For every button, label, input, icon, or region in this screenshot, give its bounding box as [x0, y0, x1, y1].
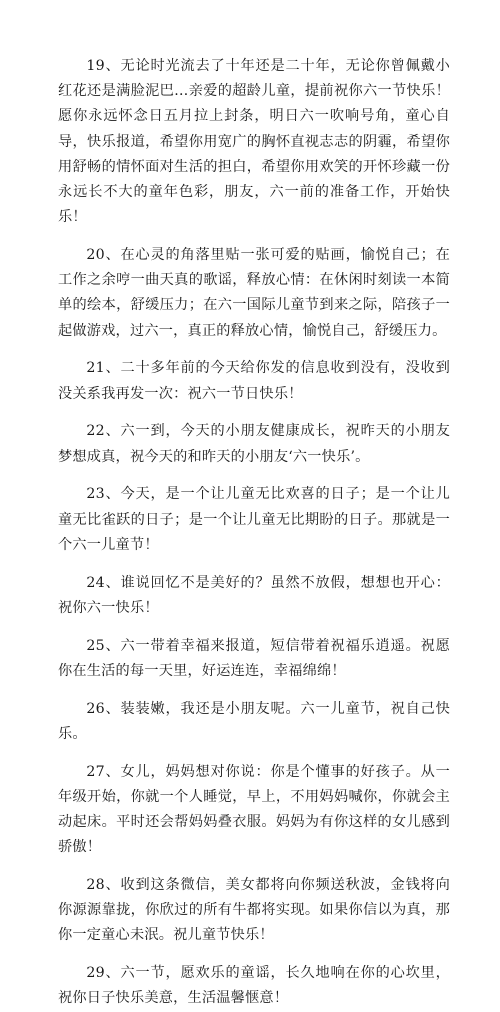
paragraph-20: 20、在心灵的角落里贴一张可爱的贴画，愉悦自己；在工作之余哼一曲天真的歌谣，释放心情：在休闲时刻读一本简单的绘本，舒缓压力；在六一国际儿童节到来之际，陪孩子一起做游戏，过六一，真正的释放心情，愉悦自己，舒缓压力。 — [58, 247, 450, 339]
paragraph-28: 28、收到这条微信，美女都将向你频送秋波，金钱将向你源源靠拢，你欣过的所有牛都将实现。如果你信以为真，那你一定童心未泯。祝儿童节快乐！ — [58, 877, 450, 944]
paragraph-24: 24、谁说回忆不是美好的？虽然不放假，想想也开心：祝你六一快乐！ — [58, 574, 450, 616]
document-body — [58, 54, 450, 1012]
paragraph-22: 22、六一到，今天的小朋友健康成长，祝昨天的小朋友梦想成真，祝今天的和昨天的小朋友‘六一快乐’。 — [58, 423, 450, 465]
paragraph-29: 29、六一节，愿欢乐的童谣，长久地响在你的心坎里，祝你日子快乐美意，生活温馨惬意！ — [58, 965, 450, 1007]
paragraph-21: 21、二十多年前的今天给你发的信息收到没有，没收到没关系我再发一次：祝六一节日快乐！ — [58, 360, 450, 402]
paragraph-23: 23、今天，是一个让儿童无比欢喜的日子；是一个让儿童无比雀跃的日子；是一个让儿童无比期盼的日子。那就是一个六一儿童节！ — [58, 486, 450, 553]
paragraph-26: 26、装装嫩，我还是小朋友呢。六一儿童节，祝自己快乐。 — [58, 700, 450, 742]
paragraph-27: 27、女儿，妈妈想对你说：你是个懂事的好孩子。从一年级开始，你就一个人睡觉，早上，不用妈妈喊你，你就会主动起床。平时还会帮妈妈叠衣服。妈妈为有你这样的女儿感到骄傲！ — [58, 763, 450, 856]
paragraph-25: 25、六一带着幸福来报道，短信带着祝福乐逍遥。祝愿你在生活的每一天里，好运连连，幸福绵绵！ — [58, 637, 450, 679]
paragraph-19: 19、无论时光流去了十年还是二十年，无论你曾佩戴小红花还是满脸泥巴…亲爱的超龄儿童，提前祝你六一节快乐！愿你永远怀念日五月拉上封条，明日六一吹响号角，童心自导，快乐报道，希望你用宽广的胸怀直视志志的阴霾，希望你用舒畅的情怀面对生活的担白，希望你用欢笑的开怀珍藏一份永远长不大的童年色彩，朋友，六一前的准备工作，开始快乐！ — [58, 58, 450, 226]
